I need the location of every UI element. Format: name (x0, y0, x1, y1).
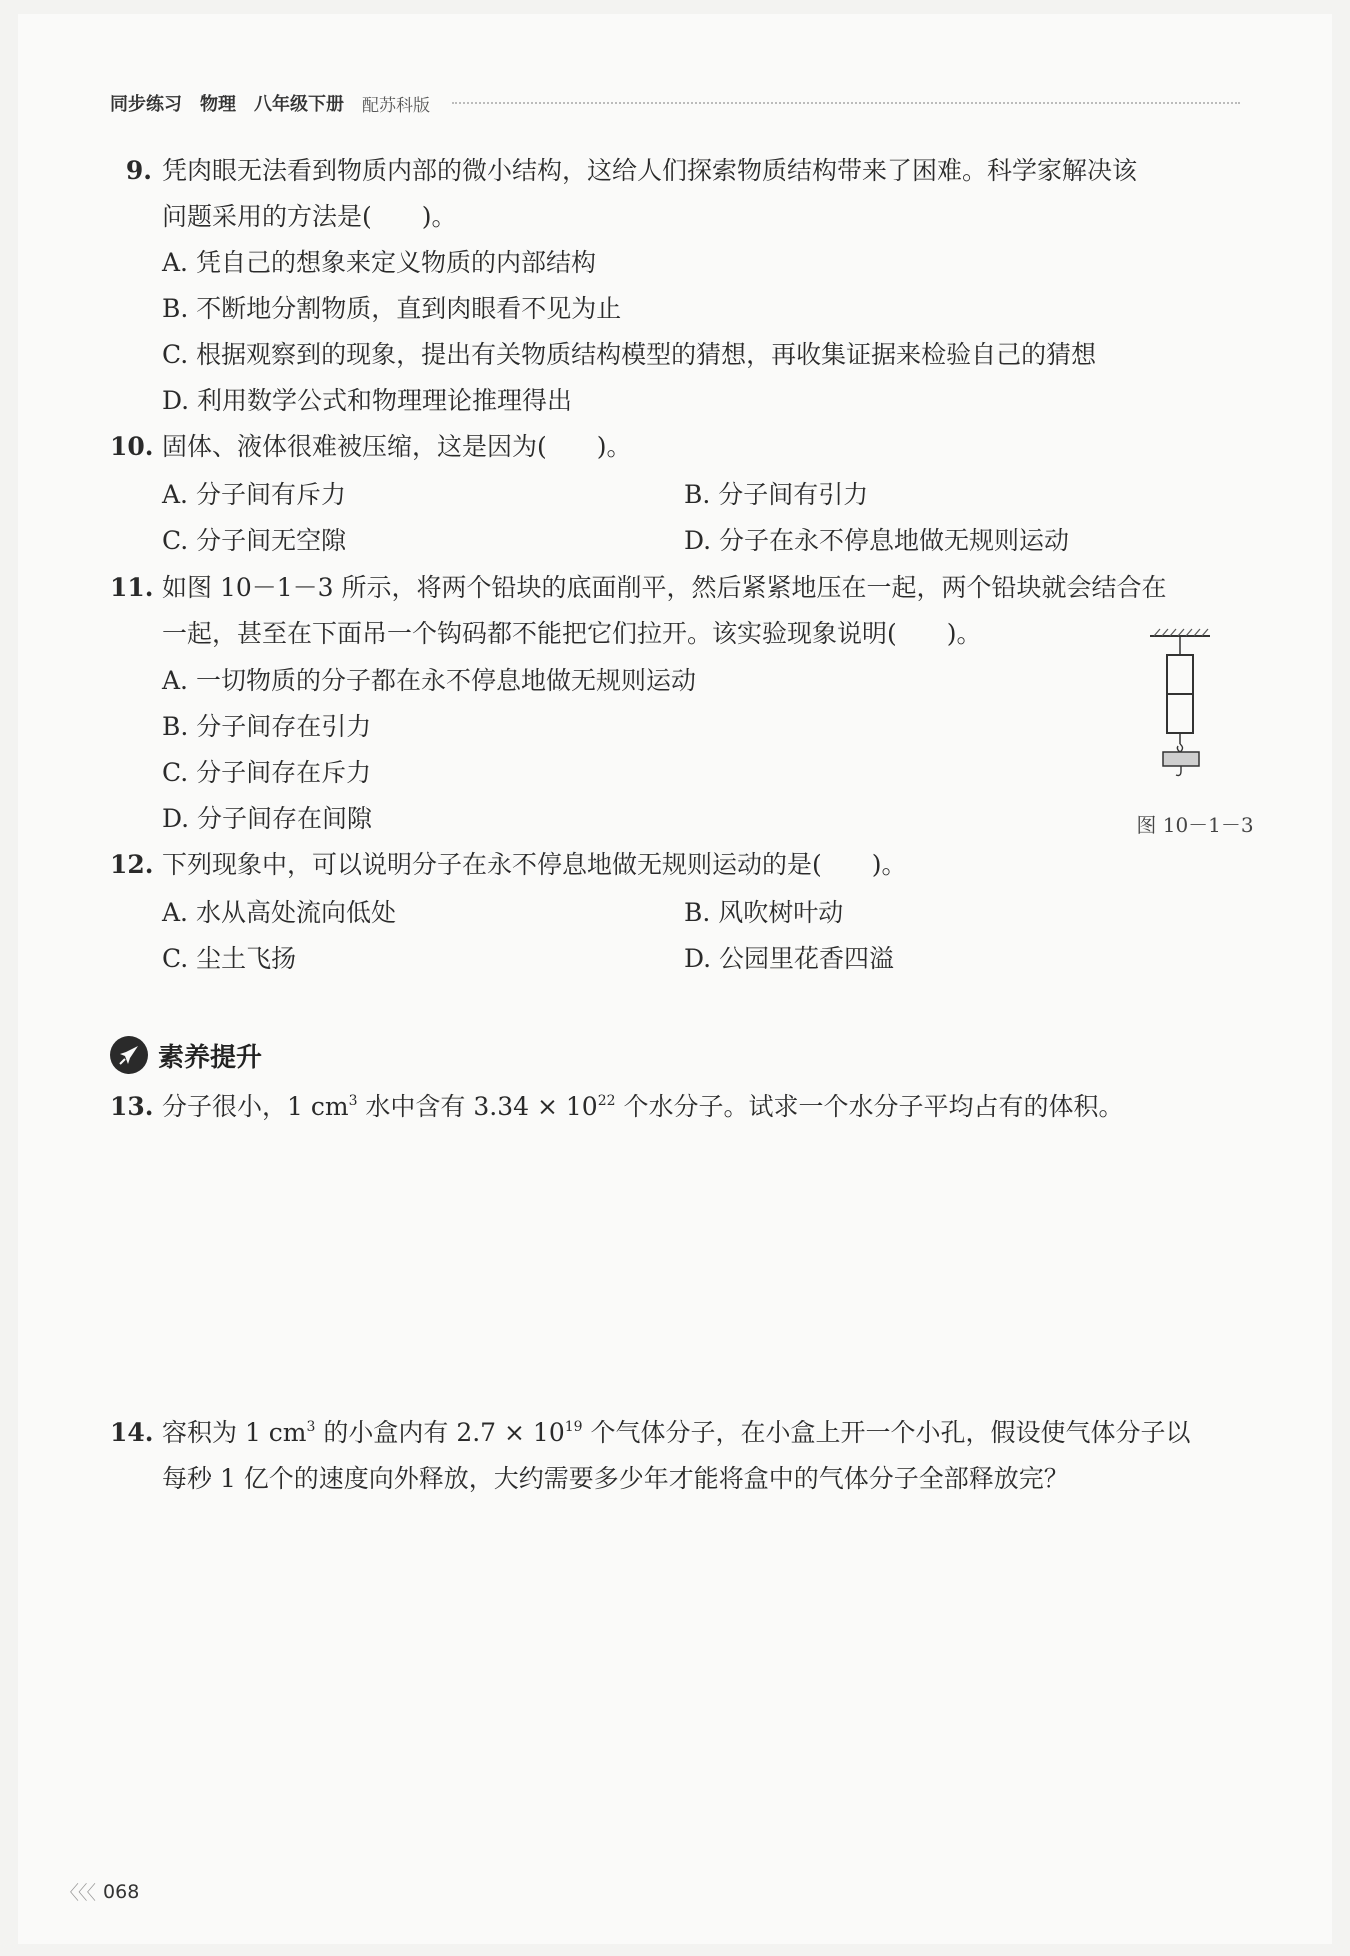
figure-caption: 图 10－1－3 (1136, 813, 1254, 837)
question-number: 12. (110, 850, 154, 879)
page-number: 068 (103, 1880, 140, 1903)
option-b: B. 分子间有引力 (684, 480, 869, 509)
question-12 (110, 842, 1240, 888)
question-14 (110, 1410, 1240, 1502)
question-9 (110, 148, 1240, 240)
question-number: 13. (110, 1092, 154, 1121)
option-c: C. 尘土飞扬 (162, 944, 297, 973)
question-text: 下列现象中，可以说明分子在永不停息地做无规则运动的是( )。 (162, 850, 907, 879)
option-a: A. 一切物质的分子都在永不停息地做无规则运动 (162, 666, 696, 695)
header-subject: 物理 (200, 94, 236, 115)
question-text: 分子很小，1 $cm^3$ 水中含有 $3.34 \times 10^{22}$ 个水分子。试求一个水分子平均占有的体积。 (162, 1092, 1124, 1121)
header-edition: 配苏科版 (362, 95, 430, 116)
page-header (110, 88, 1240, 118)
rocket-icon (110, 1036, 148, 1074)
page-footer (60, 1878, 139, 1905)
option-c: C. 分子间无空隙 (162, 526, 347, 555)
section-heading (110, 1033, 262, 1077)
option-a: A. 分子间有斥力 (162, 480, 346, 509)
option-d: D. 分子在永不停息地做无规则运动 (684, 526, 1070, 555)
option-d: D. 公园里花香四溢 (684, 944, 895, 973)
header-series: 同步练习 (110, 94, 182, 115)
option-c: C. 根据观察到的现象，提出有关物质结构模型的猜想，再收集证据来检验自己的猜想 (162, 340, 1097, 369)
question-text: 问题采用的方法是( )。 (162, 202, 457, 231)
question-10 (110, 424, 1240, 470)
question-number: 11. (110, 573, 154, 602)
option-d: D. 利用数学公式和物理理论推理得出 (162, 386, 573, 415)
question-text: 凭肉眼无法看到物质内部的微小结构，这给人们探索物质结构带来了困难。科学家解决该 (162, 156, 1138, 185)
option-b: B. 风吹树叶动 (684, 898, 844, 927)
question-text: 容积为 1 $cm^3$ 的小盒内有 $2.7 \times 10^{19}$ 个气体分子，在小盒上开一个小孔，假设使气体分子以 (162, 1418, 1191, 1447)
option-a: A. 水从高处流向低处 (162, 898, 396, 927)
header-divider (452, 102, 1240, 104)
section-title: 素养提升 (158, 1042, 263, 1073)
question-text: 如图 10－1－3 所示，将两个铅块的底面削平，然后紧紧地压在一起，两个铅块就会结合在 (162, 573, 1167, 602)
option-d: D. 分子间存在间隙 (162, 804, 373, 833)
question-text: 一起，甚至在下面吊一个钩码都不能把它们拉开。该实验现象说明( )。 (162, 619, 982, 648)
option-b: B. 分子间存在引力 (162, 712, 372, 741)
figure-lead-blocks (1136, 626, 1254, 846)
question-text: 每秒 1 亿个的速度向外释放，大约需要多少年才能将盒中的气体分子全部释放完？ (162, 1464, 1069, 1493)
option-b: B. 不断地分割物质，直到肉眼看不见为止 (162, 294, 622, 323)
option-a: A. 凭自己的想象来定义物质的内部结构 (162, 248, 596, 277)
question-number: 9. (125, 156, 152, 185)
chevrons-icon: 〈〈〈 (60, 1882, 96, 1904)
question-number: 10. (110, 432, 154, 461)
header-grade: 八年级下册 (254, 94, 344, 115)
question-text: 固体、液体很难被压缩，这是因为( )。 (162, 432, 632, 461)
question-13 (110, 1084, 1240, 1130)
question-number: 14. (110, 1418, 154, 1447)
lead-blocks-diagram (1140, 626, 1250, 806)
option-c: C. 分子间存在斥力 (162, 758, 372, 787)
question-11 (110, 565, 1240, 657)
